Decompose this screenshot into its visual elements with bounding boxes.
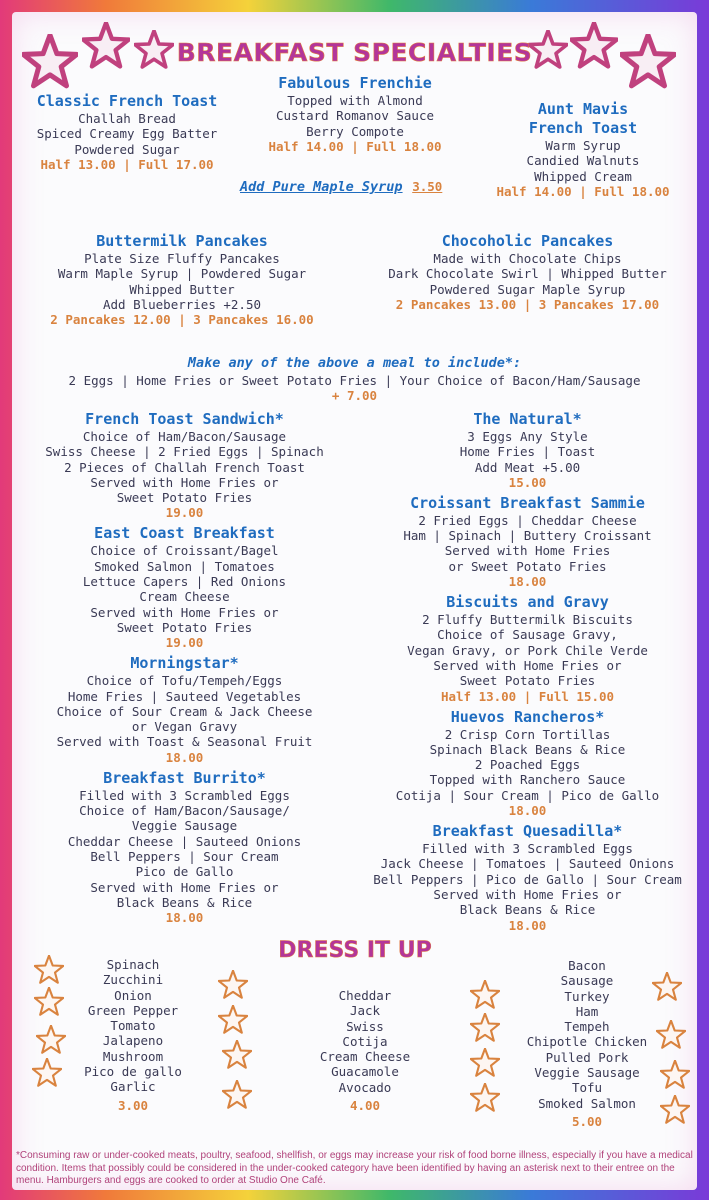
item-line: Add Meat +5.00 <box>474 459 581 475</box>
item-line: Whipped Butter <box>129 281 235 297</box>
menu-item <box>45 410 323 521</box>
addon-item: Turkey <box>564 988 610 1004</box>
meal-heading: Make any of the above a meal to include*: <box>187 355 522 371</box>
item-name: French Toast <box>528 119 638 137</box>
star-icon <box>470 1013 500 1043</box>
addon-price: 3.00 <box>117 1097 149 1113</box>
item-line: Plate Size Fluffy Pancakes <box>84 251 280 266</box>
cheese-addons <box>290 988 440 1114</box>
item-line: Swiss Cheese | 2 Fried Eggs | Spinach <box>45 444 324 460</box>
star-icon <box>470 980 500 1010</box>
item-line: Served with Home Fries or <box>90 474 279 490</box>
addon-label: Add Pure Maple Syrup <box>240 179 403 195</box>
item-name: Huevos Rancheros* <box>450 707 605 726</box>
addon-item: Cheddar <box>338 988 392 1003</box>
addon-item: Chipotle Chicken <box>526 1034 648 1050</box>
item-line: Home Fries | Toast <box>459 444 596 460</box>
addon-item: Sausage <box>560 973 614 989</box>
item-line: Filled with 3 Scrambled Eggs <box>79 787 290 803</box>
item-name: Aunt Mavis <box>537 100 629 118</box>
addon-item: Pico de gallo <box>84 1064 182 1080</box>
item-name: Morningstar* <box>130 654 239 673</box>
item-line: Sweet Potato Fries <box>459 673 596 689</box>
item-price: 2 Pancakes 13.00 | 3 Pancakes 17.00 <box>395 296 660 312</box>
item-name: Chocoholic Pancakes <box>441 232 614 250</box>
addon-item: Cotija <box>342 1033 388 1049</box>
item-line: Choice of Sausage Gravy, <box>437 627 618 643</box>
item-price: 18.00 <box>165 749 204 765</box>
item-name: Breakfast Burrito* <box>103 768 266 787</box>
dress-it-up-title: DRESS IT UP <box>278 938 432 963</box>
item-line: Pico de Gallo <box>135 864 234 880</box>
item-name: East Coast Breakfast <box>94 524 275 543</box>
item-line: Choice of Sour Cream & Jack Cheese <box>56 703 313 719</box>
item-line: Spiced Creamy Egg Batter <box>36 126 218 142</box>
item-line: Served with Home Fries or <box>90 604 279 620</box>
addon-item: Cream Cheese <box>319 1049 411 1065</box>
addon-price: 3.50 <box>412 179 443 194</box>
item-price: 18.00 <box>165 910 204 926</box>
item-price: Half 14.00 | Full 18.00 <box>268 138 442 154</box>
item-price: 2 Pancakes 12.00 | 3 Pancakes 16.00 <box>50 312 314 328</box>
star-icon <box>620 34 676 90</box>
classic-french-toast <box>12 92 242 173</box>
chocoholic-pancakes <box>355 232 700 313</box>
addon-item: Zucchini <box>102 972 164 988</box>
item-price: Half 13.00 | Full 17.00 <box>40 156 214 172</box>
star-icon <box>218 1005 248 1035</box>
item-line: Served with Home Fries or <box>433 886 622 902</box>
addon-item: Guacamole <box>331 1064 399 1080</box>
item-line: or Vegan Gravy <box>131 719 238 735</box>
item-line: Warm Maple Syrup | Powdered Sugar <box>57 266 307 282</box>
fabulous-frenchie <box>245 74 465 155</box>
aunt-mavis-french-toast <box>468 100 698 200</box>
star-icon <box>218 970 248 1000</box>
addon-item: Garlic <box>110 1079 156 1095</box>
left-menu-column <box>12 410 357 929</box>
menu-item <box>460 410 595 491</box>
menu-item <box>57 654 313 765</box>
star-icon <box>470 1048 500 1078</box>
item-line: Ham | Spinach | Buttery Croissant <box>403 528 652 544</box>
addon-item: Ham <box>575 1003 599 1019</box>
item-line: Cheddar Cheese | Sauteed Onions <box>67 833 302 849</box>
item-name: Croissant Breakfast Sammie <box>410 493 645 512</box>
item-line: Served with Toast & Seasonal Fruit <box>56 734 313 750</box>
item-price: Half 13.00 | Full 15.00 <box>440 688 615 704</box>
star-icon <box>32 1058 62 1088</box>
item-name: Buttermilk Pancakes <box>96 232 268 250</box>
menu-item <box>407 593 648 704</box>
item-price: 18.00 <box>508 574 547 590</box>
item-line: Lettuce Capers | Red Onions <box>82 574 287 590</box>
item-line: Bell Peppers | Pico de Gallo | Sour Cream <box>373 871 682 887</box>
star-icon <box>570 22 618 70</box>
page-title: BREAKFAST SPECIALTIES <box>176 38 533 67</box>
item-name: Fabulous Frenchie <box>278 74 432 92</box>
item-line: 2 Crisp Corn Tortillas <box>444 726 611 742</box>
item-price: Half 14.00 | Full 18.00 <box>496 183 670 199</box>
item-line: Challah Bread <box>78 111 176 126</box>
item-line: Served with Home Fries <box>444 543 611 559</box>
star-icon <box>660 1060 690 1090</box>
addon-price: 5.00 <box>571 1113 603 1129</box>
item-line: 2 Poached Eggs <box>474 757 581 773</box>
addon-item: Bacon <box>568 958 606 973</box>
item-name: The Natural* <box>473 410 582 428</box>
addon-item: Swiss <box>346 1018 384 1034</box>
item-line: Home Fries | Sauteed Vegetables <box>67 688 302 704</box>
item-line: Powdered Sugar Maple Syrup <box>429 281 626 297</box>
addon-item: Tempeh <box>564 1019 610 1035</box>
item-line: Custard Romanov Sauce <box>275 108 435 124</box>
star-icon <box>222 1080 252 1110</box>
item-line: Berry Compote <box>306 123 404 139</box>
addon-item: Jalapeno <box>102 1033 164 1049</box>
item-line: Warm Syrup <box>545 138 621 153</box>
item-line: Veggie Sausage <box>131 818 238 834</box>
item-line: Candied Walnuts <box>526 153 640 169</box>
item-line: Add Blueberries +2.50 <box>102 296 262 312</box>
item-name: Biscuits and Gravy <box>446 593 609 612</box>
make-it-a-meal <box>12 355 697 404</box>
item-line: Cotija | Sour Cream | Pico de Gallo <box>395 787 660 803</box>
item-line: or Sweet Potato Fries <box>448 558 607 574</box>
star-icon <box>34 955 64 985</box>
menu-item <box>396 708 659 819</box>
item-name: Classic French Toast <box>36 92 218 110</box>
star-icon <box>656 1020 686 1050</box>
star-icon <box>22 34 78 90</box>
item-line: Topped with Ranchero Sauce <box>429 772 626 788</box>
addon-item: Onion <box>114 987 152 1003</box>
item-line: Choice of Tofu/Tempeh/Eggs <box>86 673 283 689</box>
item-line: Black Beans & Rice <box>459 902 596 918</box>
addon-item: Smoked Salmon <box>538 1095 636 1111</box>
item-line: Served with Home Fries or <box>90 879 279 895</box>
star-icon <box>652 972 682 1002</box>
right-menu-column <box>355 410 700 937</box>
item-line: Filled with 3 Scrambled Eggs <box>422 841 633 857</box>
item-name: Breakfast Quesadilla* <box>432 822 623 841</box>
addon-item: Veggie Sausage <box>534 1065 640 1081</box>
addon-item: Pulled Pork <box>545 1049 629 1065</box>
item-line: Served with Home Fries or <box>433 657 622 673</box>
addon-item: Green Pepper <box>87 1002 179 1018</box>
item-price: 18.00 <box>508 917 547 933</box>
item-line: Black Beans & Rice <box>116 894 253 910</box>
item-line: 2 Fluffy Buttermilk Biscuits <box>422 612 633 628</box>
item-price: 19.00 <box>165 505 204 521</box>
item-line: Topped with Almond <box>287 93 423 108</box>
star-icon <box>36 1025 66 1055</box>
item-line: Dark Chocolate Swirl | Whipped Butter <box>388 266 667 282</box>
maple-syrup-addon <box>240 176 442 195</box>
item-price: 19.00 <box>165 635 204 651</box>
star-icon <box>470 1083 500 1113</box>
item-line: Smoked Salmon | Tomatoes <box>94 558 275 574</box>
item-line: Sweet Potato Fries <box>116 490 253 506</box>
item-line: Spinach Black Beans & Rice <box>429 741 626 757</box>
item-line: Vegan Gravy, or Pork Chile Verde <box>407 642 648 658</box>
item-line: Jack Cheese | Tomatoes | Sauteed Onions <box>380 856 675 872</box>
item-line: 2 Fried Eggs | Cheddar Cheese <box>418 512 637 528</box>
menu-item <box>403 494 651 590</box>
item-line: Choice of Croissant/Bagel <box>90 543 279 559</box>
addon-item: Mushroom <box>102 1048 164 1064</box>
menu-item <box>68 769 301 926</box>
item-line: Powdered Sugar <box>74 141 180 157</box>
item-price: 15.00 <box>508 474 547 490</box>
food-safety-disclaimer: *Consuming raw or under-cooked meats, poultry, seafood, shellfish, or eggs may increase your risk of food borne illness, especially if you have a medical condition. Items that possibly could be considered in the under-cooked category have been identified by having an asterisk next to their entree on the menu. Hamburgers and eggs are cooked to order at Studio One Café. <box>16 1150 693 1186</box>
item-line: Cream Cheese <box>139 589 230 605</box>
item-line: Whipped Cream <box>534 168 632 184</box>
menu-item <box>83 524 286 651</box>
addon-item: Tofu <box>571 1080 603 1096</box>
star-icon <box>34 987 64 1017</box>
veggie-addons <box>58 957 208 1114</box>
addon-item: Tomato <box>110 1018 156 1034</box>
meal-line: 2 Eggs | Home Fries or Sweet Potato Fries | Your Choice of Bacon/Ham/Sausage <box>68 373 641 388</box>
menu-item <box>373 822 682 933</box>
item-price: 18.00 <box>508 803 547 819</box>
addon-item: Jack <box>349 1003 381 1019</box>
item-name: French Toast Sandwich* <box>85 410 284 428</box>
item-line: 2 Pieces of Challah French Toast <box>64 459 305 475</box>
item-line: Sweet Potato Fries <box>116 619 253 635</box>
item-line: Bell Peppers | Sour Cream <box>90 848 279 864</box>
addon-item: Avocado <box>338 1079 392 1095</box>
item-line: Choice of Ham/Bacon/Sausage <box>82 429 287 444</box>
item-line: 3 Eggs Any Style <box>467 429 588 444</box>
meal-price: + 7.00 <box>331 388 378 404</box>
item-line: Made with Chocolate Chips <box>433 251 622 266</box>
addon-price: 4.00 <box>349 1098 381 1114</box>
buttermilk-pancakes <box>12 232 352 328</box>
item-line: Choice of Ham/Bacon/Sausage/ <box>79 803 290 819</box>
star-icon <box>222 1040 252 1070</box>
star-icon <box>660 1095 690 1125</box>
addon-item: Spinach <box>106 957 160 972</box>
star-icon <box>82 22 130 70</box>
meat-addons <box>512 958 662 1130</box>
